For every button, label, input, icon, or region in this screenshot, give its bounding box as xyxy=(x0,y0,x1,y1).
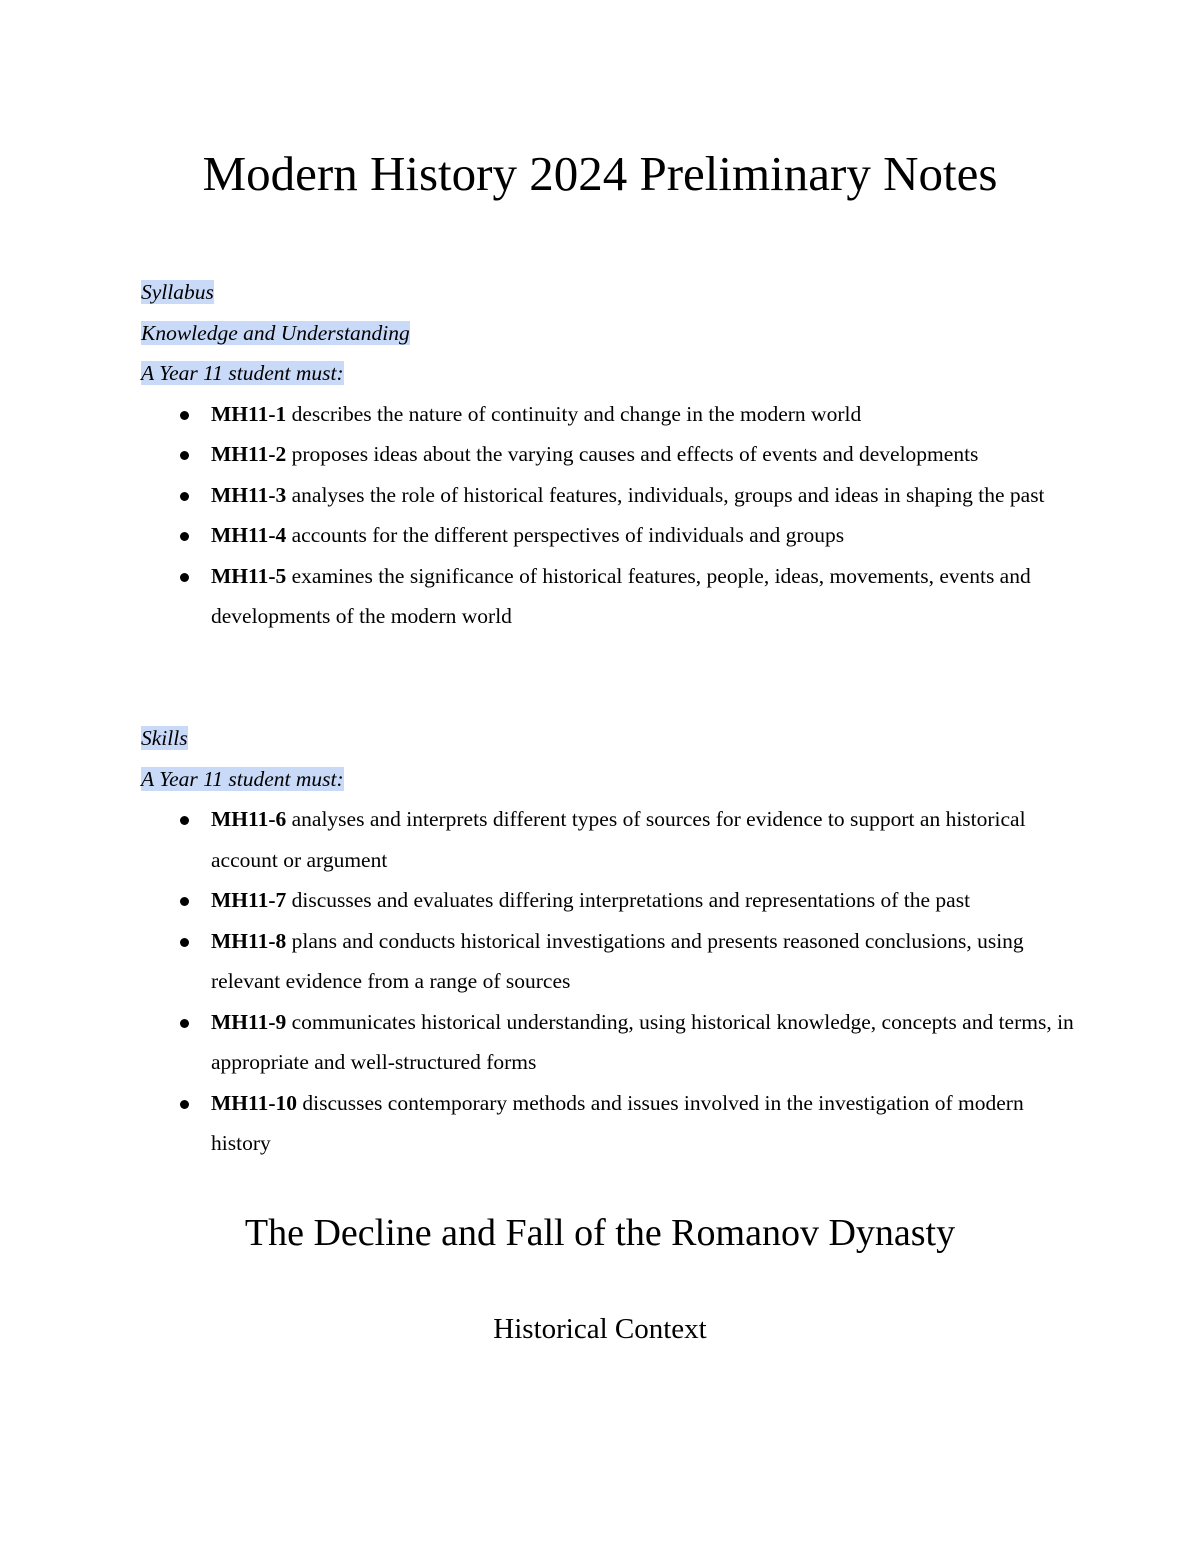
subtopic-heading: Historical Context xyxy=(493,1313,707,1345)
outcome-text: accounts for the different perspectives of individuals and groups xyxy=(286,523,845,547)
skills-label xyxy=(141,718,1081,759)
outcome-item xyxy=(141,799,1081,880)
outcome-code: MH11-1 xyxy=(211,401,287,426)
outcome-text: plans and conducts historical investigations and presents reasoned conclusions, using relevant evidence from a range of sources xyxy=(211,928,1024,993)
document-title: Modern History 2024 Preliminary Notes xyxy=(202,146,998,201)
topic-heading: The Decline and Fall of the Romanov Dynasty xyxy=(244,1212,956,1254)
knowledge-outcomes-list xyxy=(141,394,1081,637)
outcome-text: analyses the role of historical features, individuals, groups and ideas in shaping the past xyxy=(286,482,1045,507)
syllabus-label xyxy=(141,272,1081,313)
outcome-code: MH11-5 xyxy=(211,563,287,588)
outcome-code: MH11-6 xyxy=(211,807,287,831)
outcome-code: MH11-9 xyxy=(211,1009,287,1034)
outcome-item xyxy=(141,1083,1081,1164)
syllabus-label-text: Syllabus xyxy=(141,280,214,304)
outcome-text: analyses and interprets different types of sources for evidence to support an historical account or argument xyxy=(211,807,1026,872)
outcome-code: MH11-10 xyxy=(211,1090,297,1115)
outcome-text: discusses and evaluates differing interpretations and representations of the past xyxy=(286,888,971,912)
outcome-item xyxy=(141,515,1081,556)
knowledge-understanding-label-text: Knowledge and Understanding xyxy=(141,320,410,345)
skills-intro-label xyxy=(141,759,1081,800)
outcome-text: discusses contemporary methods and issues involved in the investigation of modern history xyxy=(211,1090,1024,1155)
outcome-item xyxy=(141,1002,1081,1083)
skills-section xyxy=(141,718,1081,1164)
outcome-code: MH11-4 xyxy=(211,523,287,547)
skills-label-text: Skills xyxy=(141,726,188,750)
outcome-item xyxy=(141,475,1081,516)
knowledge-understanding-label xyxy=(141,313,1081,354)
outcome-item xyxy=(141,556,1081,637)
outcome-text: communicates historical understanding, using historical knowledge, concepts and terms, in appropriate and well-structured forms xyxy=(211,1009,1074,1074)
syllabus-intro-text: A Year 11 student must: xyxy=(141,361,344,385)
outcome-code: MH11-3 xyxy=(211,482,287,507)
outcome-text: examines the significance of historical features, people, ideas, movements, events and developments of the modern world xyxy=(211,563,1031,628)
outcome-text: describes the nature of continuity and change in the modern world xyxy=(286,401,862,426)
syllabus-section xyxy=(141,272,1081,637)
skills-outcomes-list xyxy=(141,799,1081,1164)
outcome-item xyxy=(141,434,1081,475)
outcome-code: MH11-7 xyxy=(211,888,287,912)
outcome-text: proposes ideas about the varying causes and effects of events and developments xyxy=(286,442,979,466)
outcome-item xyxy=(141,880,1081,921)
skills-intro-text: A Year 11 student must: xyxy=(141,766,344,791)
outcome-code: MH11-2 xyxy=(211,442,287,466)
outcome-item xyxy=(141,394,1081,435)
syllabus-intro-label xyxy=(141,353,1081,394)
outcome-code: MH11-8 xyxy=(211,928,287,953)
outcome-item xyxy=(141,921,1081,1002)
